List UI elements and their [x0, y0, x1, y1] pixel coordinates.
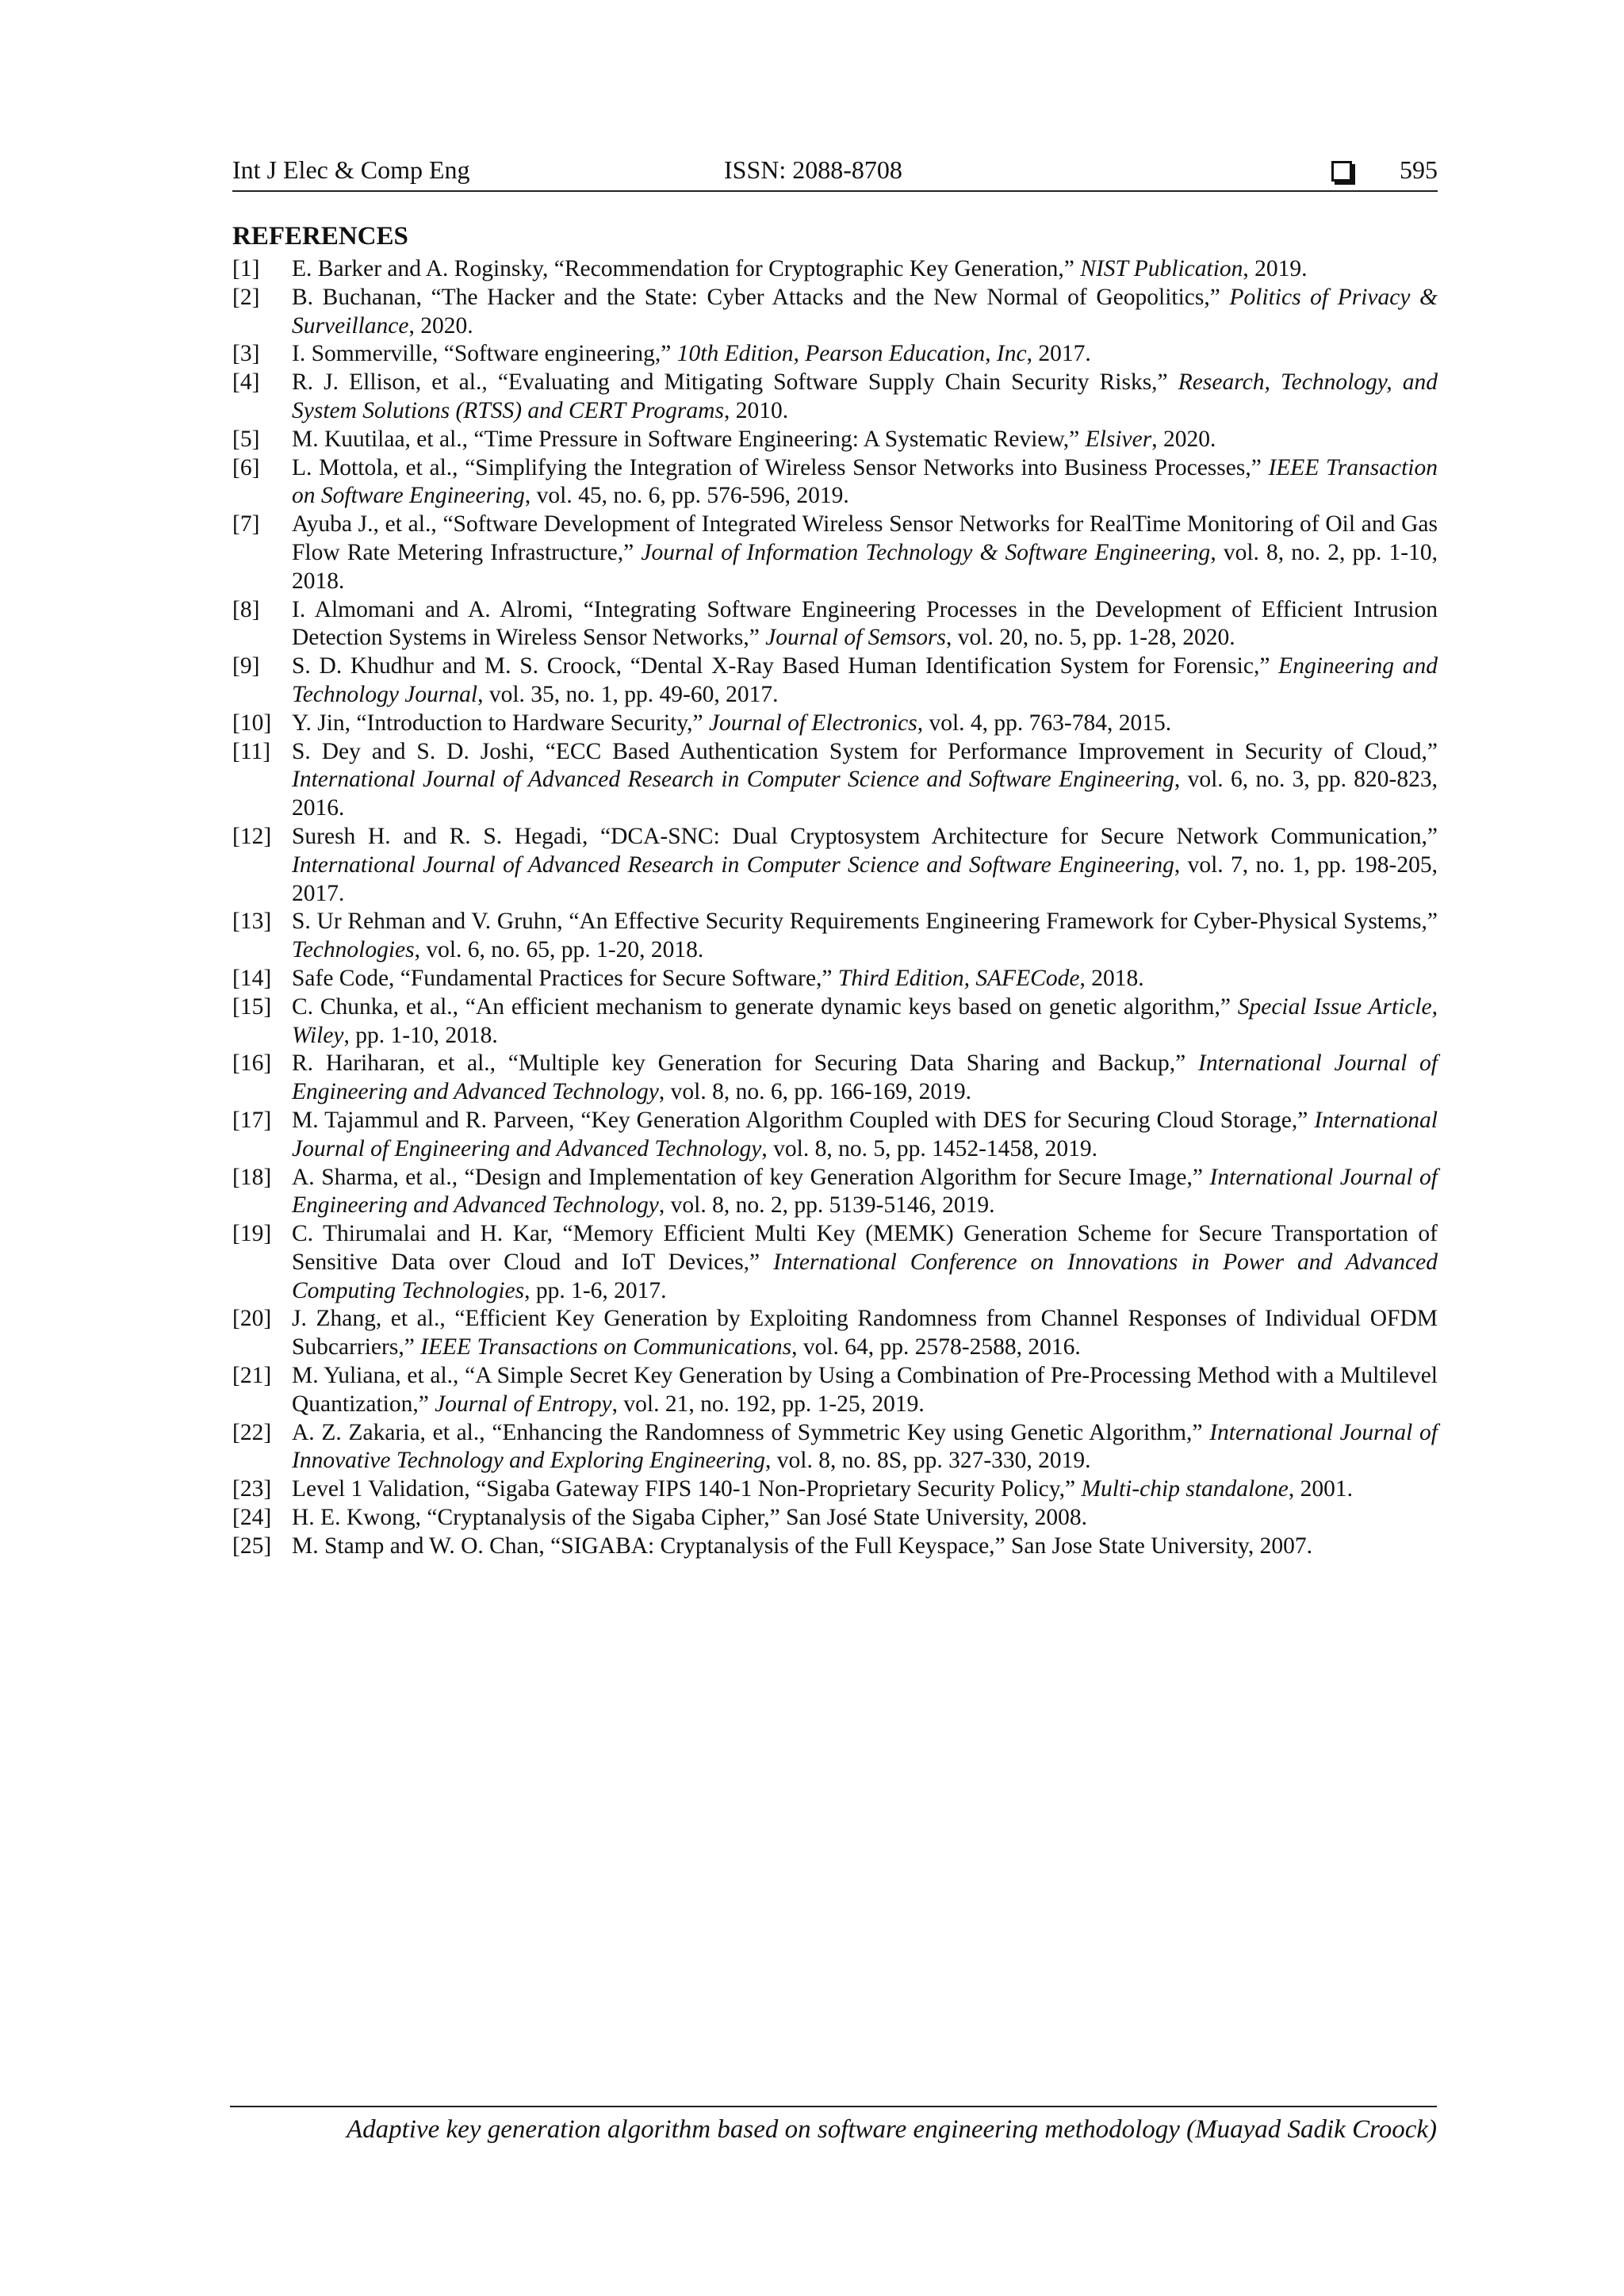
reference-text: , vol. 7, no. 1, pp. 198-205, 2017. — [292, 851, 1438, 906]
reference-item — [232, 908, 1438, 965]
reference-item — [232, 1362, 1438, 1419]
reference-item — [232, 1504, 1438, 1533]
reference-item — [232, 369, 1438, 426]
reference-item — [232, 1220, 1438, 1305]
reference-source: Elsiver — [1085, 426, 1152, 452]
reference-item — [232, 823, 1438, 908]
reference-text: Y. Jin, “Introduction to Hardware Security,” — [292, 710, 709, 736]
reference-text: , vol. 6, no. 65, pp. 1-20, 2018. — [414, 937, 704, 963]
reference-source: Special Issue Article, Wiley — [292, 993, 1438, 1048]
reference-number: [3] — [232, 341, 260, 367]
reference-number: [1] — [232, 256, 260, 281]
reference-text: , vol. 64, pp. 2578-2588, 2016. — [791, 1334, 1081, 1360]
reference-text: L. Mottola, et al., “Simplifying the Integration of Wireless Sensor Networks into Business Processes,” — [292, 454, 1269, 480]
reference-text: , vol. 8, no. 2, pp. 5139-5146, 2019. — [658, 1192, 995, 1219]
reference-item — [232, 511, 1438, 595]
reference-number: [12] — [232, 823, 272, 849]
reference-number: [8] — [232, 596, 260, 622]
reference-text: R. J. Ellison, et al., “Evaluating and Mitigating Software Supply Chain Security Risks,” — [292, 369, 1178, 396]
running-header — [232, 155, 1438, 192]
reference-source: Journal of Entropy — [435, 1391, 612, 1417]
reference-source: 10th Edition, Pearson Education, Inc — [676, 341, 1027, 367]
reference-item — [232, 1533, 1438, 1561]
reference-text: , 2020. — [408, 312, 473, 339]
reference-text: , 2019. — [1243, 256, 1308, 281]
reference-source: NIST Publication — [1080, 256, 1243, 281]
reference-number: [13] — [232, 909, 272, 935]
reference-item — [232, 340, 1438, 369]
reference-source: International Journal of Advanced Research in Computer Science and Software Engineering — [292, 851, 1174, 878]
reference-list — [232, 255, 1438, 1561]
reference-source: International Journal of Engineering and Advanced Technology — [292, 1107, 1438, 1161]
reference-text: Suresh H. and R. S. Hegadi, “DCA-SNC: Dual Cryptosystem Architecture for Secure Network Communication,” — [292, 823, 1438, 849]
running-footer: Adaptive key generation algorithm based on software engineering methodology (Muayad Sadik Croock) — [230, 2106, 1437, 2145]
reference-text: I. Sommerville, “Software engineering,” — [292, 341, 677, 367]
reference-text: A. Z. Zakaria, et al., “Enhancing the Randomness of Symmetric Key using Genetic Algorithm,” — [292, 1419, 1210, 1445]
reference-item — [232, 738, 1438, 823]
reference-item — [232, 1475, 1438, 1504]
reference-number: [2] — [232, 284, 260, 310]
reference-text: , vol. 21, no. 192, pp. 1-25, 2019. — [611, 1391, 925, 1417]
reference-source: Technologies — [292, 937, 415, 963]
reference-text: J. Zhang, et al., “Efficient Key Generation by Exploiting Randomness from Channel Responses of Individual OFDM Subcarriers,” — [292, 1306, 1438, 1360]
reference-number: [4] — [232, 369, 260, 396]
reference-text: , pp. 1-6, 2017. — [524, 1277, 667, 1303]
reference-text: I. Almomani and A. Alromi, “Integrating Software Engineering Processes in the Development of Efficient Intrusion Detection Systems in Wireless Sensor Networks,” — [292, 596, 1438, 651]
reference-source: International Journal of Advanced Research in Computer Science and Software Engineering — [292, 767, 1174, 793]
reference-number: [14] — [232, 965, 272, 991]
reference-number: [20] — [232, 1306, 272, 1332]
reference-text: A. Sharma, et al., “Design and Implementation of key Generation Algorithm for Secure Image,” — [292, 1164, 1210, 1190]
reference-source: International Conference on Innovations in Power and Advanced Computing Technologies — [292, 1249, 1438, 1303]
reference-number: [25] — [232, 1533, 272, 1559]
reference-text: , 2018. — [1079, 965, 1144, 991]
reference-text: S. Dey and S. D. Joshi, “ECC Based Authentication System for Performance Improvement in Security of Cloud,” — [292, 738, 1438, 764]
reference-number: [23] — [232, 1476, 272, 1502]
reference-source: IEEE Transaction on Software Engineering — [292, 454, 1438, 509]
reference-item — [232, 426, 1438, 454]
page-number: 595 — [1400, 155, 1438, 184]
reference-source: Journal of Semsors — [765, 625, 947, 651]
reference-number: [24] — [232, 1505, 272, 1531]
reference-text: , 2017. — [1026, 341, 1091, 367]
reference-text: Ayuba J., et al., “Software Development of Integrated Wireless Sensor Networks for RealTime Monitoring of Oil and Gas Flow Rate Metering Infrastructure,” — [292, 511, 1438, 565]
reference-text: Level 1 Validation, “Sigaba Gateway FIPS 140-1 Non-Proprietary Security Policy,” — [292, 1476, 1082, 1502]
section-title: REFERENCES — [232, 222, 408, 251]
journal-name: Int J Elec & Comp Eng — [232, 155, 470, 184]
reference-text: , 2010. — [723, 397, 789, 423]
reference-text: , vol. 20, no. 5, pp. 1-28, 2020. — [946, 625, 1235, 651]
reference-item — [232, 454, 1438, 511]
reference-item — [232, 1164, 1438, 1221]
reference-text: S. Ur Rehman and V. Gruhn, “An Effective Security Requirements Engineering Framework for Cyber-Physical Systems,” — [292, 909, 1438, 935]
reference-text: C. Thirumalai and H. Kar, “Memory Efficient Multi Key (MEMK) Generation Scheme for Secure Transportation of Sensitive Data over Cloud and IoT Devices,” — [292, 1221, 1438, 1275]
reference-text: M. Kuutilaa, et al., “Time Pressure in Software Engineering: A Systematic Review,” — [292, 426, 1086, 452]
reference-number: [18] — [232, 1164, 272, 1190]
reference-source: International Journal of Engineering and Advanced Technology — [292, 1164, 1438, 1219]
reference-text: , vol. 45, no. 6, pp. 576-596, 2019. — [524, 483, 849, 509]
reference-text: , vol. 8, no. 8S, pp. 327-330, 2019. — [765, 1448, 1091, 1474]
reference-text: Safe Code, “Fundamental Practices for Secure Software,” — [292, 965, 838, 991]
reference-text: R. Hariharan, et al., “Multiple key Generation for Securing Data Sharing and Backup,” — [292, 1050, 1199, 1077]
reference-number: [11] — [232, 738, 271, 764]
reference-number: [17] — [232, 1107, 272, 1133]
reference-text: , vol. 8, no. 6, pp. 166-169, 2019. — [658, 1079, 972, 1105]
reference-number: [6] — [232, 454, 260, 480]
reference-text: , vol. 4, pp. 763-784, 2015. — [917, 710, 1172, 736]
reference-text: , 2020. — [1151, 426, 1216, 452]
reference-item — [232, 255, 1438, 284]
reference-item — [232, 993, 1438, 1050]
reference-text: M. Stamp and W. O. Chan, “SIGABA: Cryptanalysis of the Full Keyspace,” San Jose State University, 2007. — [292, 1533, 1312, 1559]
reference-source: Politics of Privacy & Surveillance — [292, 284, 1438, 339]
reference-text: M. Tajammul and R. Parveen, “Key Generation Algorithm Coupled with DES for Securing Cloud Storage,” — [292, 1107, 1315, 1133]
reference-source: Journal of Electronics — [708, 710, 917, 736]
reference-item — [232, 710, 1438, 738]
reference-text: E. Barker and A. Roginsky, “Recommendation for Cryptographic Key Generation,” — [292, 256, 1081, 281]
reference-item — [232, 1050, 1438, 1107]
reference-number: [5] — [232, 426, 260, 452]
reference-number: [10] — [232, 710, 272, 736]
reference-source: Journal of Information Technology & Software Engineering — [641, 539, 1211, 565]
reference-text: , vol. 8, no. 5, pp. 1452-1458, 2019. — [761, 1135, 1098, 1161]
reference-source: International Journal of Innovative Technology and Exploring Engineering — [292, 1419, 1438, 1474]
reference-number: [7] — [232, 511, 260, 538]
reference-number: [16] — [232, 1050, 272, 1077]
reference-source: International Journal of Engineering and Advanced Technology — [292, 1050, 1438, 1105]
reference-text: C. Chunka, et al., “An efficient mechanism to generate dynamic keys based on genetic algorithm,” — [292, 993, 1238, 1020]
reference-text: , vol. 35, no. 1, pp. 49-60, 2017. — [477, 681, 779, 707]
reference-text: B. Buchanan, “The Hacker and the State: Cyber Attacks and the New Normal of Geopolitics,” — [292, 284, 1230, 310]
reference-item — [232, 596, 1438, 653]
reference-source: Multi-chip standalone — [1081, 1476, 1289, 1502]
reference-number: [22] — [232, 1419, 272, 1445]
reference-number: [9] — [232, 653, 260, 679]
reference-item — [232, 652, 1438, 710]
reference-source: IEEE Transactions on Communications — [420, 1334, 792, 1360]
reference-text: S. D. Khudhur and M. S. Croock, “Dental X-Ray Based Human Identification System for Forensic,” — [292, 653, 1279, 679]
square-box-icon — [1331, 161, 1352, 182]
reference-text: , 2001. — [1288, 1476, 1353, 1502]
reference-item — [232, 1305, 1438, 1362]
reference-item — [232, 284, 1438, 341]
reference-text: , vol. 6, no. 3, pp. 820-823, 2016. — [292, 767, 1438, 821]
reference-text: , vol. 8, no. 2, pp. 1-10, 2018. — [292, 539, 1438, 594]
reference-text: M. Yuliana, et al., “A Simple Secret Key Generation by Using a Combination of Pre-Processing Method with a Multilevel Quantization,” — [292, 1363, 1438, 1417]
reference-text: , pp. 1-10, 2018. — [343, 1022, 498, 1048]
issn: ISSN: 2088-8708 — [724, 155, 902, 184]
reference-item — [232, 965, 1438, 993]
reference-item — [232, 1107, 1438, 1164]
reference-number: [15] — [232, 993, 272, 1020]
reference-item — [232, 1419, 1438, 1476]
reference-source: Engineering and Technology Journal — [292, 653, 1438, 707]
reference-text: H. E. Kwong, “Cryptanalysis of the Sigaba Cipher,” San José State University, 2008. — [292, 1505, 1088, 1531]
reference-number: [19] — [232, 1221, 272, 1247]
reference-source: Research, Technology, and System Solutions (RTSS) and CERT Programs — [292, 369, 1438, 423]
reference-source: Third Edition, SAFECode — [837, 965, 1080, 991]
reference-number: [21] — [232, 1363, 272, 1389]
